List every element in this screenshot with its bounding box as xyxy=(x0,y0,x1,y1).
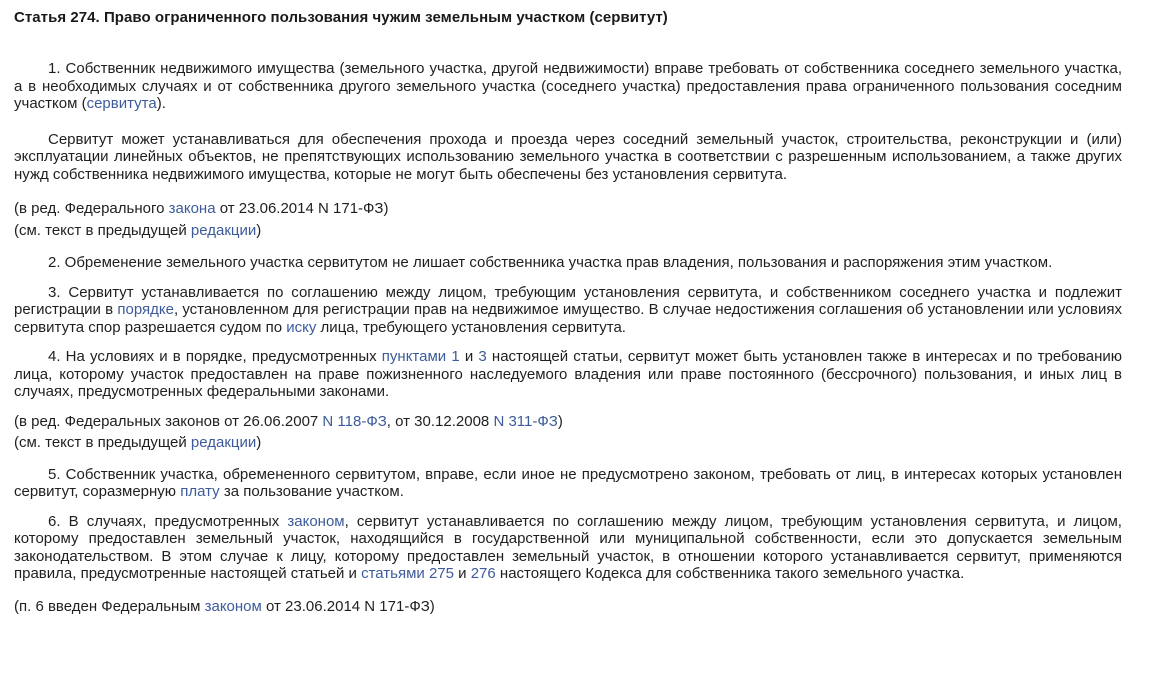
fee-link[interactable]: плату xyxy=(180,483,220,500)
paragraph-3 xyxy=(14,284,1122,337)
paragraph-text: , сервитут устанавливается по соглашению между лицом, требующим установления сервитута, и лицом, которому предоставлен земельный участок, находящийся в государственной или муниципальной собственности, если это допускается земельным законодательством. В этом случае к лицу, которому предоставлен земельный участок, в отношении которого устанавливается сервитут, применяются правила, предусмотренные настоящей статьей и xyxy=(14,512,1122,582)
paragraph-text: и xyxy=(454,565,471,582)
paragraph-text: 6. В случаях, предусмотренных xyxy=(48,512,288,530)
amendment-note-2 xyxy=(14,413,1122,431)
amendment-note-1 xyxy=(14,200,1122,218)
note-text: ) xyxy=(256,221,262,239)
edition-link[interactable]: редакции xyxy=(190,221,257,239)
procedure-link[interactable]: порядке xyxy=(117,301,174,318)
paragraph-4 xyxy=(14,348,1122,401)
note-text: (см. текст в предыдущей xyxy=(14,221,191,239)
paragraph-text: и xyxy=(459,348,479,365)
clause-1-link[interactable]: пунктами 1 xyxy=(381,348,460,365)
clause-3-link[interactable]: 3 xyxy=(478,348,487,365)
paragraph-1 xyxy=(14,60,1122,113)
article-275-link[interactable]: статьями 275 xyxy=(361,565,454,582)
paragraph-text: 5. Собственник участка, обремененного сервитутом, вправе, если иное не предусмотрено законом, требовать от лиц, в интересах которых установлен сервитут, соразмерную xyxy=(14,465,1122,500)
paragraph-text: ). xyxy=(156,95,166,112)
paragraph-text: за пользование участком. xyxy=(219,483,404,500)
paragraph-text: 3. Сервитут устанавливается по соглашению между лицом, требующим установления сервитута, и собственником соседнего участка и подлежит регистрации в xyxy=(14,283,1122,318)
note-text: (в ред. Федерального xyxy=(14,200,169,217)
paragraph-5 xyxy=(14,466,1122,501)
law-link[interactable]: закона xyxy=(168,200,216,217)
paragraph-text: 4. На условиях и в порядке, предусмотренных xyxy=(48,348,382,365)
note-text: , от 30.12.2008 xyxy=(386,412,494,430)
edition-link[interactable]: редакции xyxy=(190,434,257,451)
note-text: от 23.06.2014 N 171-ФЗ) xyxy=(215,200,389,217)
amendment-note-3 xyxy=(14,598,1122,616)
servitude-link[interactable]: сервитута xyxy=(86,95,157,112)
note-text: ) xyxy=(557,412,563,430)
law-link[interactable]: законом xyxy=(204,597,262,615)
paragraph-text: , установленном для регистрации прав на недвижимое имущество. В случае недостижения соглашения об установлении или условиях сервитута спор разрешается судом по xyxy=(14,301,1122,336)
paragraph-text: Сервитут может устанавливаться для обеспечения прохода и проезда через соседний земельный участок, строительства, реконструкции и (или) эксплуатации линейных объектов, не препятствующих использованию земельного участка в соответствии с разрешенным использованием, а также других нужд собственника недвижимого имущества, которые не могут быть обеспечены без установления сервитута. xyxy=(14,130,1122,183)
paragraph-text: 2. Обременение земельного участка сервитутом не лишает собственника участка прав владения, пользования и распоряжения этим участком. xyxy=(48,254,1053,271)
law-link[interactable]: законом xyxy=(287,512,345,530)
paragraph-text: настоящего Кодекса для собственника такого земельного участка. xyxy=(495,565,965,582)
paragraph-text: лица, требующего установления сервитута. xyxy=(316,318,626,336)
note-text: (см. текст в предыдущей xyxy=(14,434,191,451)
paragraph-1-servitude-purpose xyxy=(14,131,1122,184)
lawsuit-link[interactable]: иску xyxy=(286,318,317,336)
law-118-link[interactable]: N 118-ФЗ xyxy=(322,412,387,430)
law-311-link[interactable]: N 311-ФЗ xyxy=(493,412,558,430)
previous-edition-note-2 xyxy=(14,434,1122,452)
paragraph-text: 1. Собственник недвижимого имущества (земельного участка, другой недвижимости) вправе требовать от собственника соседнего земельного участка, а в необходимых случаях и от собственника другого земельного участка (соседнего участка) предоставления права ограниченного пользования соседним участком ( xyxy=(14,60,1122,112)
note-text: (п. 6 введен Федеральным xyxy=(14,597,205,615)
paragraph-text: настоящей статьи, сервитут может быть установлен также в интересах и по требованию лица, которому участок предоставлен на праве пожизненного наследуемого владения или праве постоянного (бессрочного) пользования, и иных лиц в случаях, предусмотренных федеральными законами. xyxy=(14,348,1122,400)
previous-edition-note-1 xyxy=(14,222,1122,240)
note-text: ) xyxy=(256,434,262,451)
note-text: (в ред. Федеральных законов от 26.06.2007 xyxy=(14,412,323,430)
note-text: от 23.06.2014 N 171-ФЗ) xyxy=(261,597,435,615)
paragraph-6 xyxy=(14,513,1122,583)
document-body xyxy=(14,0,1122,615)
paragraph-2 xyxy=(14,254,1122,272)
article-title: Статья 274. Право ограниченного пользования чужим земельным участком (сервитут) xyxy=(14,9,668,26)
article-276-link[interactable]: 276 xyxy=(470,565,496,582)
